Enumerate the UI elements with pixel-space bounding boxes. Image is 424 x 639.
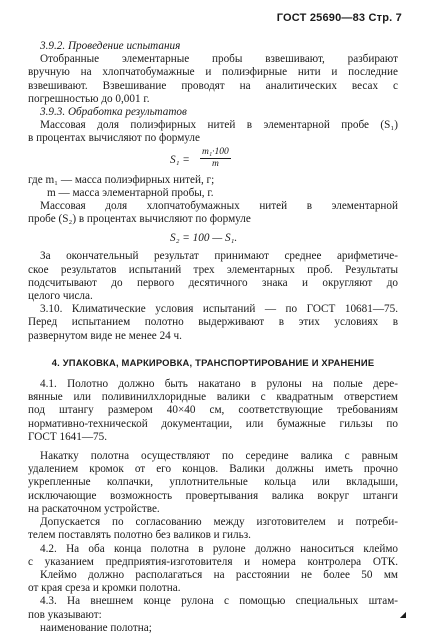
page-header: ГОСТ 25690—83 Стр. 7 [276, 12, 402, 24]
text-line: с указанием предприятия-изготовителя и номера контролера ОТК. [28, 555, 398, 568]
text-line: пов указывают: [28, 608, 102, 621]
corner-mark: ◢ [399, 610, 406, 619]
text-line: нормативно-технической документации, или бумажные гильзы по [28, 417, 398, 430]
text-line: ГОСТ 1641—75. [28, 430, 108, 443]
text-line: исключающие возможность провертывания валика вокруг штанги [28, 489, 398, 502]
text-line: на раскаточном устройстве. [28, 502, 160, 515]
section-4-title: 4. УПАКОВКА, МАРКИРОВКА, ТРАНСПОРТИРОВАНИЕ И ХРАНЕНИЕ [51, 356, 375, 368]
text-line: вручную на хлопчатобумажные и полиэфирные нити и последние [28, 66, 398, 79]
text-line: 4.3. На внешнем конце рулона с помощью специальных штам- [40, 595, 398, 608]
text-line: За окончательный результат принимают среднее арифметиче- [40, 250, 398, 263]
text-line: наименование полотна; [40, 621, 152, 634]
text-line: под штангу размером 40×40 см, соответствующие требованиям [28, 404, 398, 417]
text-line: Отобранные элементарные пробы взвешивают, разбирают [40, 53, 398, 66]
formula-s2: S₂ = 100 — S₁. [170, 232, 238, 245]
text-line: пробе (S₂) в процентах вычисляют по формуле [28, 213, 251, 226]
text-line: телем поставлять полотно без валиков и гильз. [28, 529, 251, 542]
text-line: 4.1. Полотно должно быть накатано в рулоны на полые дере- [40, 378, 398, 391]
formula-s1-fraction [200, 147, 231, 170]
text-line: от края среза и кромки полотна. [28, 582, 181, 595]
text-line: где m₁ — масса полиэфирных нитей, г; [28, 173, 215, 186]
text-line: Перед испытанием полотно выдерживают в этих условиях в [28, 316, 398, 329]
text-line: Массовая доля хлопчатобумажных нитей в элементарной [40, 200, 398, 213]
text-line: Допускается по согласованию между изготовителем и потреби- [40, 516, 398, 529]
text-line: вянные или поливинилхлоридные валики с квадратным отверстием [28, 391, 398, 404]
text-line: Клеймо должно располагаться на расстоянии не более 50 мм [40, 568, 398, 581]
text-line: в процентах вычисляют по формуле [28, 132, 200, 145]
formula-s1-lhs: S₁ = [170, 153, 190, 166]
text-line: укрепленные колпачки, уплотнительные кольца или вкладыши, [28, 476, 398, 489]
text-line: подсчитывают до первого десятичного знака и округляют до [28, 276, 398, 289]
formula-s2-block [28, 226, 398, 250]
text-line: удалением кромок от его концов. Валики должны иметь прочно [28, 463, 398, 476]
section-3-9-2-title: 3.9.2. Проведение испытания [40, 40, 181, 52]
text-line: 3.10. Климатические условия испытаний — по ГОСТ 10681—75. [40, 303, 398, 316]
section-3-9-3-title: 3.9.3. Обработка результатов [40, 106, 187, 119]
text-line: Массовая доля полиэфирных нитей в элементарной пробе (S₁) [40, 119, 398, 132]
text-line: взвешивают. Взвешивание проводят на аналитических весах с [28, 79, 398, 92]
document-body [28, 40, 398, 635]
text-line: Накатку полотна осуществляют по середине валика с равным [40, 450, 398, 463]
text-line: ское результатов испытаний трех элементарных проб. Результаты [28, 263, 398, 276]
text-line: 4.2. На оба конца полотна в рулоне должно наноситься клеймо [40, 542, 398, 555]
formula-s1 [28, 146, 398, 174]
text-line: развернутом виде не менее 24 ч. [28, 329, 182, 342]
formula-s1-numerator: m₁·100 [202, 146, 229, 157]
text-line: погрешностью до 0,001 г. [28, 92, 150, 105]
text-line: m — масса элементарной пробы, г. [47, 186, 214, 199]
formula-s1-denominator: m [211, 158, 219, 169]
text-line: целого числа. [28, 290, 93, 303]
